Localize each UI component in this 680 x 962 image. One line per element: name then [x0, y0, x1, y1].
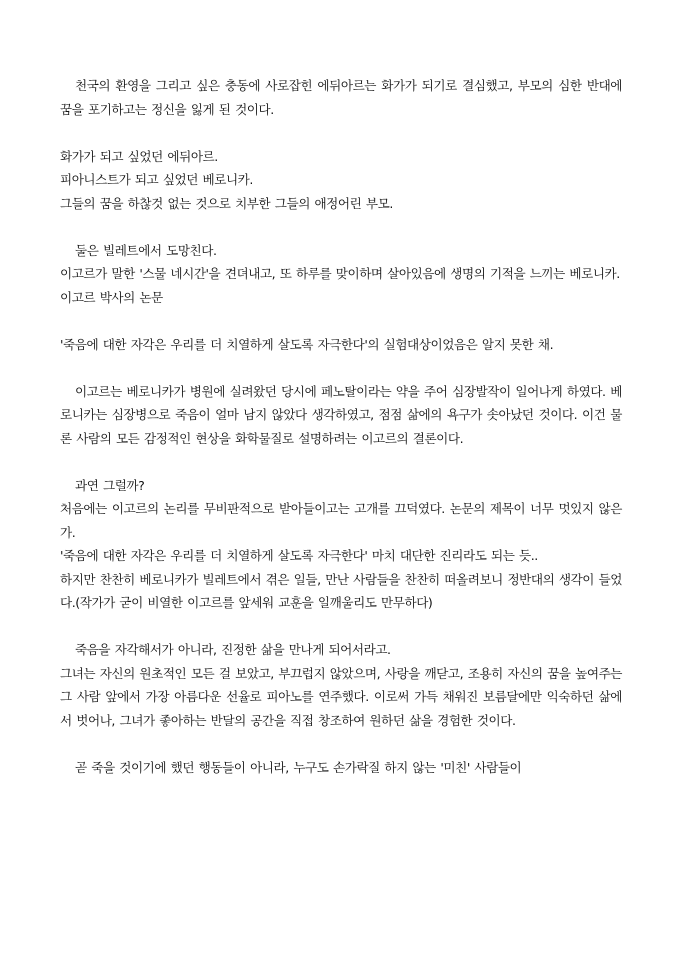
blank-line	[60, 215, 622, 239]
blank-line	[60, 732, 622, 756]
line-crazy-people: 곧 죽을 것이기에 했던 행동들이 아니라, 누구도 손가락질 하지 않는 '미친' 사람들이	[75, 759, 522, 775]
document-page	[60, 74, 622, 779]
line-veronika: 피아니스트가 되고 싶었던 베로니카.	[60, 172, 253, 187]
line-question: 과연 그럴까?	[75, 477, 145, 493]
blank-line	[60, 356, 622, 380]
line-thesis-title: 이고르 박사의 논문	[60, 289, 163, 305]
line-eduard: 화가가 되고 싶었던 에뒤아르.	[60, 148, 218, 164]
line-parents: 그들의 꿈을 하찮것 없는 것으로 치부한 그들의 애정어린 부모.	[60, 195, 393, 211]
paragraph-piano: 그녀는 자신의 원초적인 모든 걸 보았고, 부끄럽지 않았으며, 사랑을 깨닫고, 조용히 자신의 꿈을 높여주는 그 사람 앞에서 가장 아름다운 선율로 피아노를 연주했다. 이로써 가득 채워진 보름달에만 익숙하던 삶에서 벗어나, 그녀가 좋아하는 반달의 공간을 직접 창조하여 원하던 삶을 경험한 것이다.	[60, 665, 622, 728]
line-escape: 둘은 빌레트에서 도망친다.	[75, 242, 217, 258]
blank-line	[60, 121, 622, 145]
blank-line	[60, 615, 622, 639]
paragraph-igor-conclusion: 이고르는 베로니카가 병원에 실려왔던 당시에 페노탈이라는 약을 주어 심장발작이 일어나게 하였다. 베로니카는 심장병으로 죽음이 얼마 남지 않았다 생각하였고, 점점 삶에의 욕구가 솟아났던 것이다. 이건 물론 사람의 모든 감정적인 현상을 화학물질로 설명하려는 이고르의 결론이다.	[60, 383, 622, 446]
paragraph-quote-again: '죽음에 대한 자각은 우리를 더 치열하게 살도록 자극한다' 마치 대단한 진리라도 되는 듯..	[60, 548, 538, 563]
paragraph-24-hours: 이고르가 말한 '스물 네시간'을 견뎌내고, 또 하루를 맞이하며 살아있음에 생명의 기적을 느끼는 베로니카.	[60, 266, 620, 281]
paragraph-painter-dream: 천국의 환영을 그리고 싶은 충동에 사로잡힌 에뒤아르는 화가가 되기로 결심했고, 부모의 심한 반대에 꿈을 포기하고는 정신을 잃게 된 것이다.	[60, 78, 622, 117]
paragraph-thesis-quote: '죽음에 대한 자각은 우리를 더 치열하게 살도록 자극한다'의 실험대상이었음은 알지 못한 채.	[60, 336, 554, 352]
paragraph-opposite-thought: 하지만 찬찬히 베로니카가 빌레트에서 겪은 일들, 만난 사람들을 찬찬히 떠올려보니 정반대의 생각이 들었다.(작가가 굳이 비열한 이고르를 앞세워 교훈을 일깨울리도 만무하다)	[60, 571, 622, 610]
paragraph-first-reaction: 처음에는 이고르의 논리를 무비판적으로 받아들이고는 고개를 끄덕였다. 논문의 제목이 너무 멋있지 않은가.	[60, 501, 622, 540]
blank-line	[60, 309, 622, 333]
line-true-life: 죽음을 자각해서가 아니라, 진정한 삶을 만나게 되어서라고.	[75, 642, 391, 657]
blank-line	[60, 450, 622, 474]
